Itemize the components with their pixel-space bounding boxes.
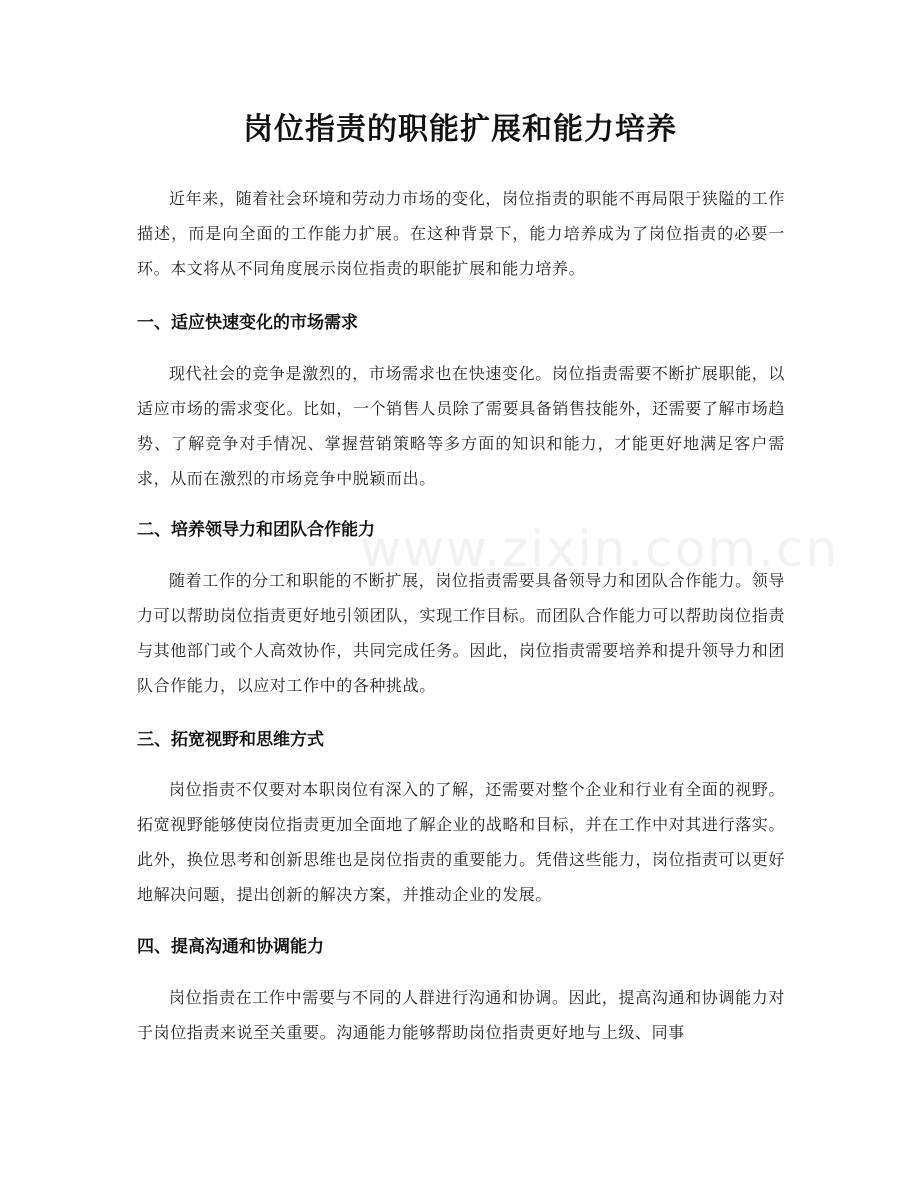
watermark: www.zixin.com.cn (360, 520, 840, 578)
section-body-1: 现代社会的竞争是激烈的，市场需求也在快速变化。岗位指责需要不断扩展职能，以适应市场的需求变化。比如，一个销售人员除了需要具备销售技能外，还需要了解市场趋势、了解竞争对手情况、掌握营销策略等多方面的知识和能力，才能更好地满足客户需求，从而在激烈的市场竞争中脱颖而出。 (137, 364, 785, 488)
section-body-3: 岗位指责不仅要对本职岗位有深入的了解，还需要对整个企业和行业有全面的视野。拓宽视野能够使岗位指责更加全面地了解企业的战略和目标，并在工作中对其进行落实。此外，换位思考和创新思维也是岗位指责的重要能力。凭借这些能力，岗位指责可以更好地解决问题，提出创新的解决方案，并推动企业的发展。 (137, 780, 785, 904)
section-heading-3: 三、拓宽视野和思维方式 (137, 730, 324, 750)
section-heading-2: 二、培养领导力和团队合作能力 (137, 520, 375, 540)
intro-paragraph: 近年来，随着社会环境和劳动力市场的变化，岗位指责的职能不再局限于狭隘的工作描述，而是向全面的工作能力扩展。在这种背景下，能力培养成为了岗位指责的必要一环。本文将从不同角度展示岗位指责的职能扩展和能力培养。 (137, 189, 785, 278)
section-body-2: 随着工作的分工和职能的不断扩展，岗位指责需要具备领导力和团队合作能力。领导力可以帮助岗位指责更好地引领团队，实现工作目标。而团队合作能力可以帮助岗位指责与其他部门或个人高效协作，共同完成任务。因此，岗位指责需要培养和提升领导力和团队合作能力，以应对工作中的各种挑战。 (137, 571, 785, 695)
page-title: 岗位指责的职能扩展和能力培养 (243, 112, 677, 147)
section-heading-1: 一、适应快速变化的市场需求 (137, 313, 358, 333)
section-body-4: 岗位指责在工作中需要与不同的人群进行沟通和协调。因此，提高沟通和协调能力对于岗位指责来说至关重要。沟通能力能够帮助岗位指责更好地与上级、同事 (137, 988, 785, 1042)
section-heading-4: 四、提高沟通和协调能力 (137, 937, 324, 957)
